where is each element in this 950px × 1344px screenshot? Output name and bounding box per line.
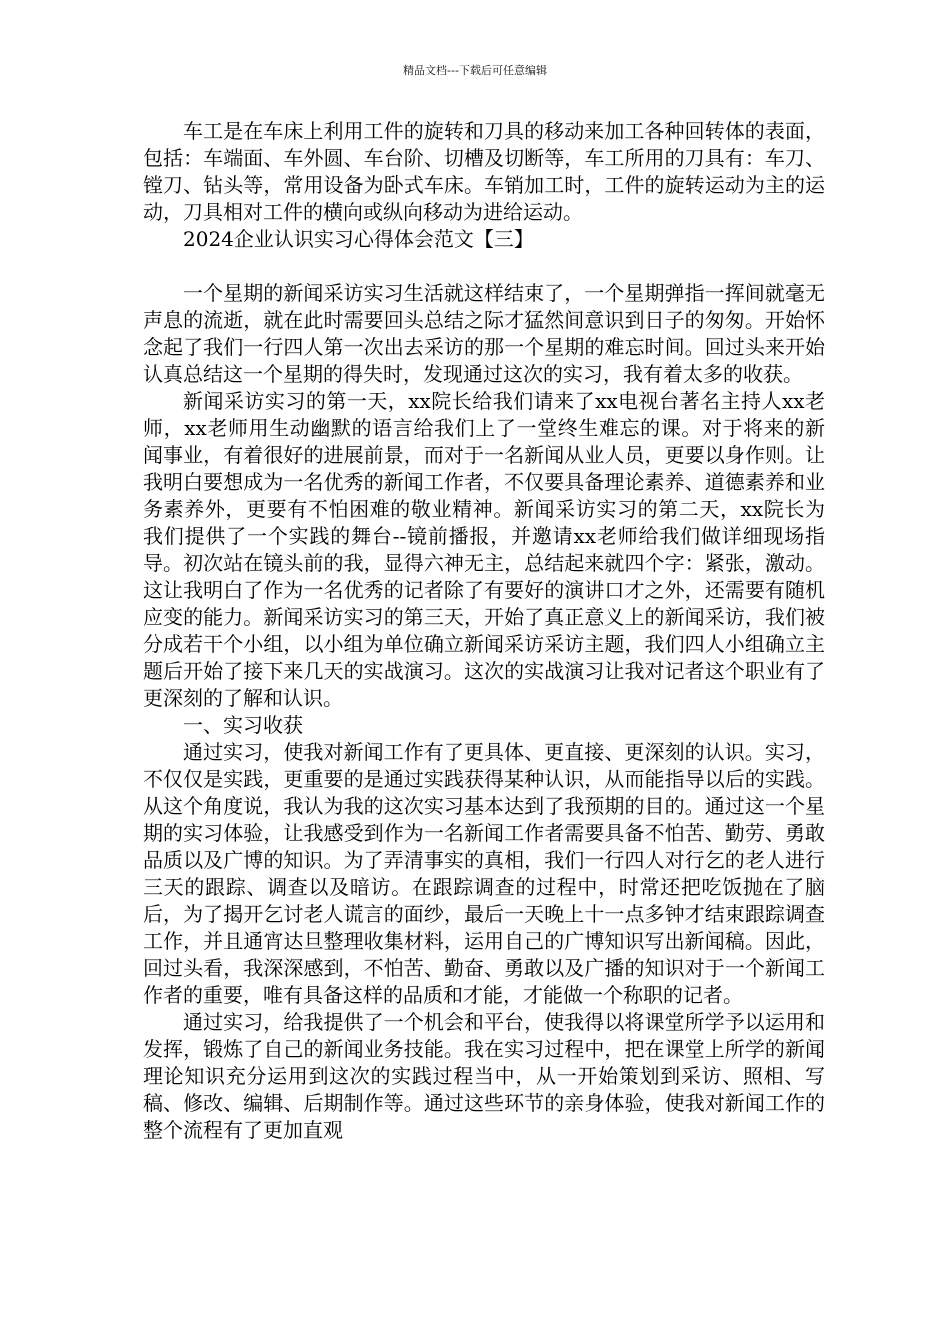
paragraph-gains-2: 通过实习，给我提供了一个机会和平台，使我得以将课堂所学予以运用和发挥，锻炼了自己的新闻业务技能。我在实习过程中，把在课堂上所学的新闻理论知识充分运用到这次的实践过程当中，从一开始策划到采访、照相、写稿、修改、编辑、后期制作等。通过这些环节的亲身体验，使我对新闻工作的整个流程有了更加直观 [143,1010,825,1142]
blank-line [143,253,825,280]
paragraph-daily-log: 新闻采访实习的第一天，xx院长给我们请来了xx电视台著名主持人xx老师，xx老师用生动幽默的语言给我们上了一堂终生难忘的课。对于将来的新闻事业，有着很好的进展前景，而对于一名新闻从业人员，更要以身作则。让我明白要想成为一名优秀的新闻工作者，不仅要具备理论素养、道德素养和业务素养外，更要有不怕困难的敬业精神。新闻采访实习的第二天，xx院长为我们提供了一个实践的舞台--镜前播报，并邀请xx老师给我们做详细现场指导。初次站在镜头前的我，显得六神无主，总结起来就四个字：紧张，激动。这让我明白了作为一名优秀的记者除了有要好的演讲口才之外，还需要有随机应变的能力。新闻采访实习的第三天，开始了真正意义上的新闻采访，我们被分成若干个小组，以小组为单位确立新闻采访采访主题，我们四人小组确立主题后开始了接下来几天的实战演习。这次的实战演习让我对记者这个职业有了更深刻的了解和认识。 [143,389,825,710]
document-body [143,118,825,1144]
paragraph-intro: 一个星期的新闻采访实习生活就这样结束了，一个星期弹指一挥间就毫无声息的流逝，就在此时需要回头总结之际才猛然间意识到日子的匆匆。开始怀念起了我们一行四人第一次出去采访的那一个星期的难忘时间。回过头来开始认真总结这一个星期的得失时，发现通过这次的实习，我有着太多的收获。 [143,281,825,386]
paragraph-gains-1: 通过实习，使我对新闻工作有了更具体、更直接、更深刻的认识。实习，不仅仅是实践，更重要的是通过实践获得某种认识，从而能指导以后的实践。从这个角度说，我认为我的这次实习基本达到了我预期的目的。通过这一个星期的实习体验，让我感受到作为一名新闻工作者需要具备不怕苦、勤劳、勇敢品质以及广博的知识。为了弄清事实的真相，我们一行四人对行乞的老人进行三天的跟踪、调查以及暗访。在跟踪调查的过程中，时常还把吃饭抛在了脑后，为了揭开乞讨老人谎言的面纱，最后一天晚上十一点多钟才结束跟踪调查工作，并且通宵达旦整理收集材料，运用自己的广博知识写出新闻稿。因此，回过头看，我深深感到，不怕苦、勤奋、勇敢以及广播的知识对于一个新闻工作者的重要，唯有具备这样的品质和才能，才能做一个称职的记者。 [143,740,825,1007]
subheading-gains: 一、实习收获 [183,713,303,737]
section-title: 2024企业认识实习心得体会范文【三】 [183,227,534,251]
paragraph-lathe: 车工是在车床上利用工件的旋转和刀具的移动来加工各种回转体的表面，包括：车端面、车外圆、车台阶、切槽及切断等，车工所用的刀具有：车刀、镗刀、钻头等，常用设备为卧式车床。车销加工时，工件的旋转运动为主的运动，刀具相对工件的横向或纵向移动为进给运动。 [143,119,825,224]
page-header: 精品文档---下载后可任意编辑 [403,64,547,77]
